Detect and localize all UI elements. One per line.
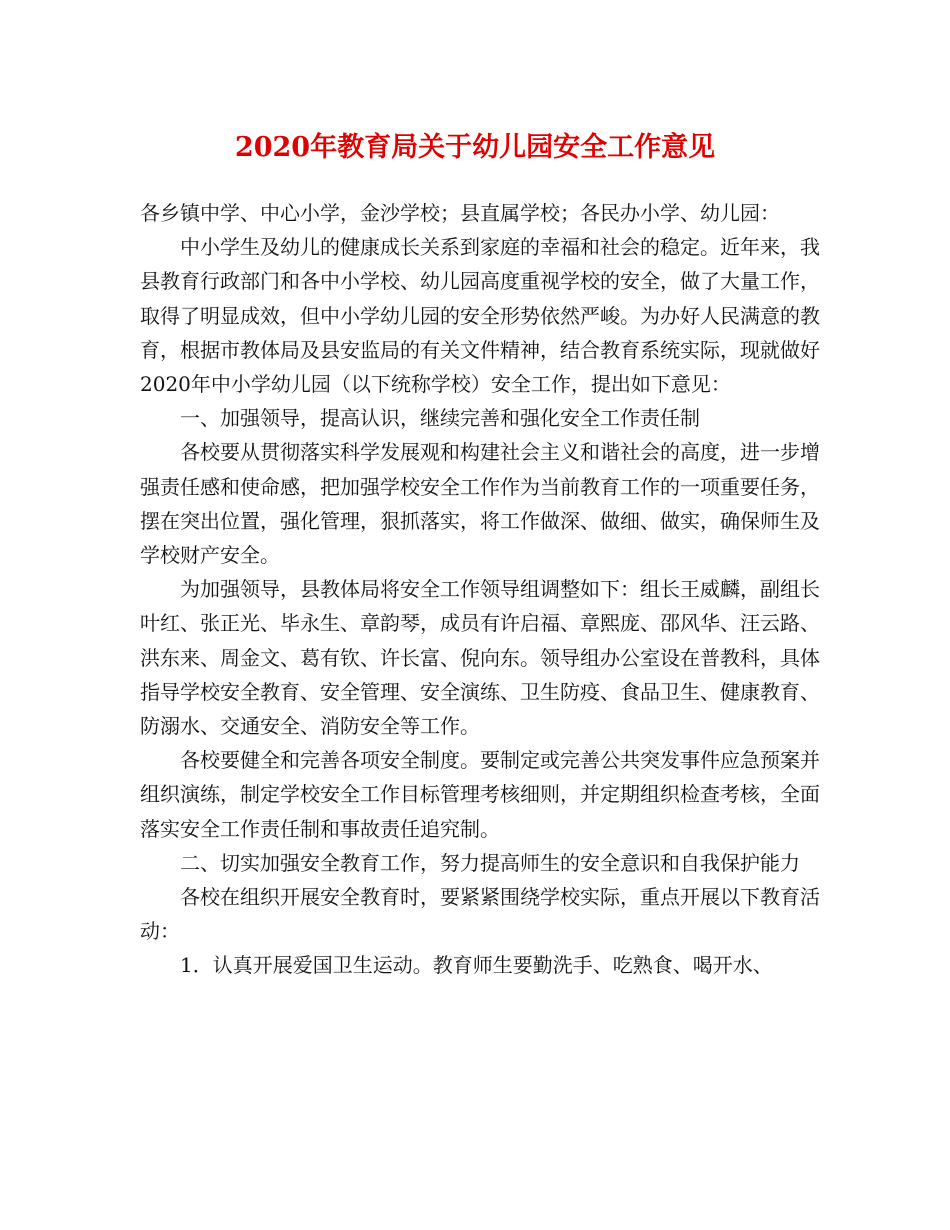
paragraph-responsibility: 各校要从贯彻落实科学发展观和构建社会主义和谐社会的高度，进一步增强责任感和使命感，把加强学校安全工作作为当前教育工作的一项重要任务，摆在突出位置，强化管理，狠抓落实，将工作做深、做细、做实，确保师生及学校财产安全。 xyxy=(140,440,820,568)
document-title: 2020年教育局关于幼儿园安全工作意见 xyxy=(234,132,716,163)
section-heading-1: 一、加强领导，提高认识，继续完善和强化安全工作责任制 xyxy=(180,406,700,431)
paragraph-education-activities: 各校在组织开展安全教育时，要紧紧围绕学校实际，重点开展以下教育活动： xyxy=(140,885,820,944)
paragraph-safety-rules: 各校要健全和完善各项安全制度。要制定或完善公共突发事件应急预案并组织演练，制定学校安全工作目标管理考核细则，并定期组织检查考核，全面落实安全工作责任制和事故责任追究制。 xyxy=(140,748,820,841)
addressee-line: 各乡镇中学、中心小学，金沙学校；县直属学校；各民办小学、幼儿园： xyxy=(140,201,780,225)
document-body xyxy=(140,196,820,983)
paragraph-intro: 中小学生及幼儿的健康成长关系到家庭的幸福和社会的稳定。近年来，我县教育行政部门和各中小学校、幼儿园高度重视学校的安全，做了大量工作，取得了明显成效，但中小学幼儿园的安全形势依然严峻。为办好人民满意的教育，根据市教体局及县安监局的有关文件精神，结合教育系统实际，现就做好2020年中小学幼儿园（以下统称学校）安全工作，提出如下意见： xyxy=(140,235,820,397)
paragraph-leadership-group: 为加强领导，县教体局将安全工作领导组调整如下：组长王威麟，副组长叶红、张正光、毕永生、章韵琴，成员有许启福、章熙庞、邵风华、汪云路、洪东来、周金文、葛有钦、许长富、倪向东。领导组办公室设在普教科，具体指导学校安全教育、安全管理、安全演练、卫生防疫、食品卫生、健康教育、防溺水、交通安全、消防安全等工作。 xyxy=(140,577,820,739)
section-heading-2: 二、切实加强安全教育工作，努力提高师生的安全意识和自我保护能力 xyxy=(180,850,800,875)
list-item-1: 1．认真开展爱国卫生运动。教育师生要勤洗手、吃熟食、喝开水、 xyxy=(180,953,773,978)
